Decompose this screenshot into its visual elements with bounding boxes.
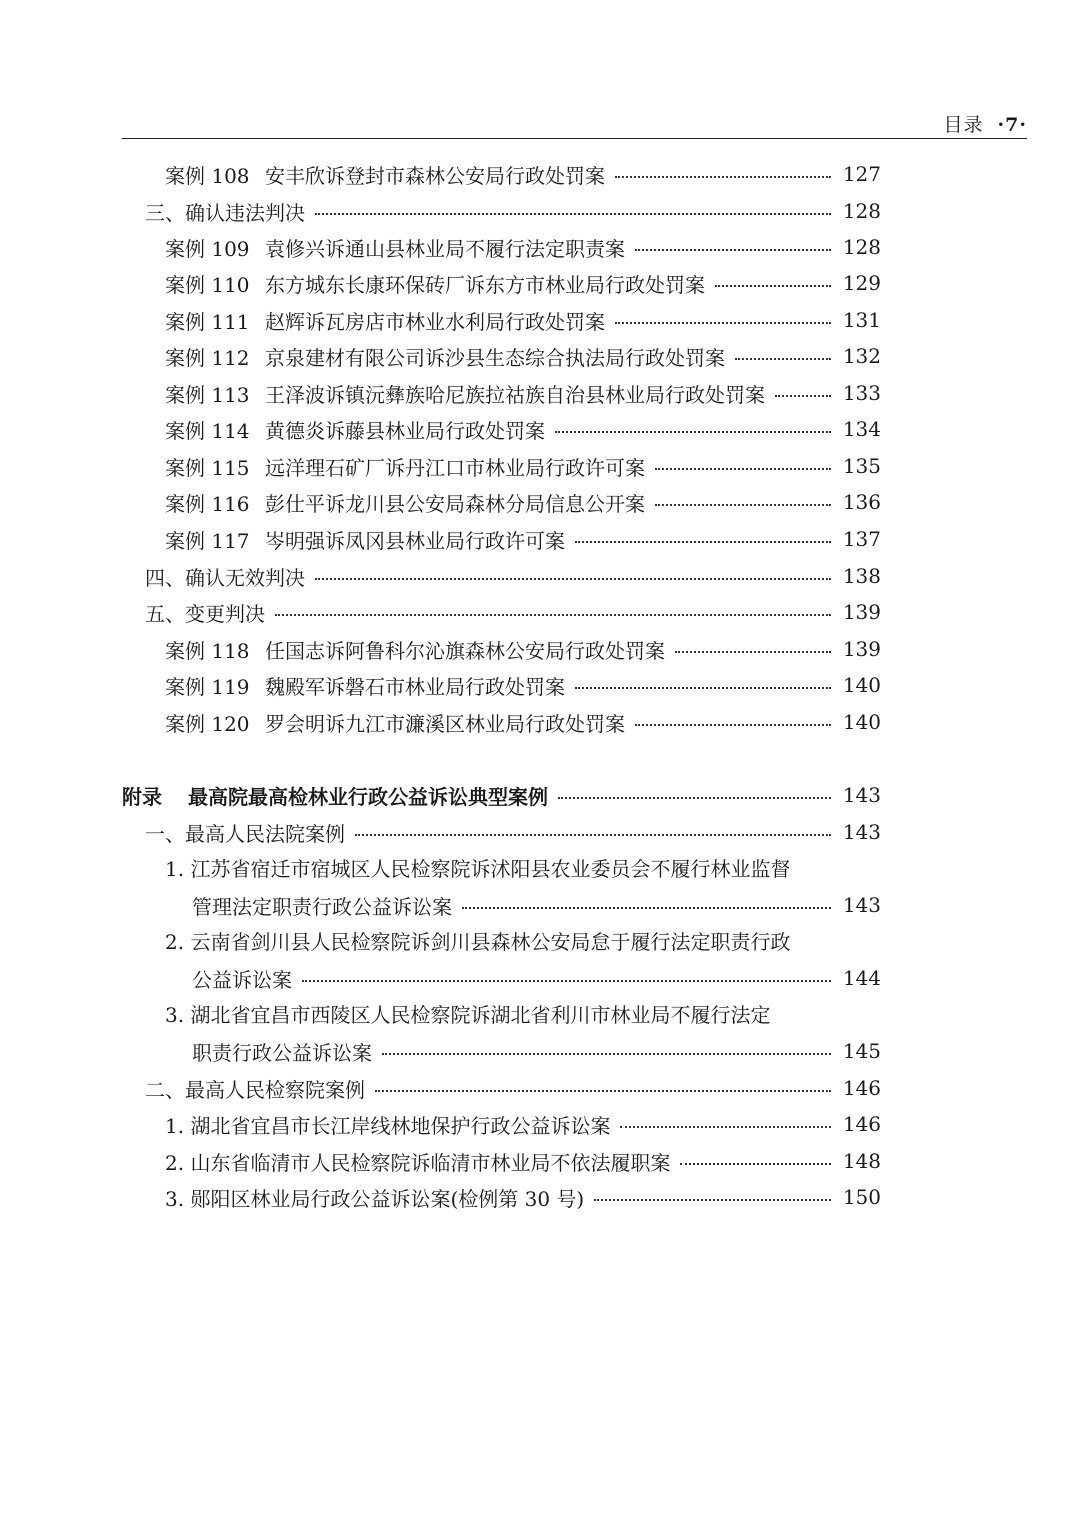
page-number: 133 [842, 381, 881, 405]
toc-appendix-part-2[interactable] [145, 1070, 881, 1106]
header-title: 目录 [943, 114, 984, 136]
dot-leader [715, 265, 831, 301]
page-number: 136 [842, 490, 881, 514]
case-title: 罗会明诉九江市濂溪区林业局行政处罚案 [265, 711, 625, 736]
case-number: 案例 114 [165, 418, 250, 443]
dot-leader [575, 667, 831, 703]
procuratorate-case-1[interactable] [165, 1106, 881, 1142]
toc-entry-case-115[interactable] [165, 448, 881, 484]
dot-leader [635, 704, 831, 740]
dot-leader [775, 375, 831, 411]
page-number: 143 [842, 820, 881, 844]
section-title: 二、最高人民检察院案例 [145, 1077, 365, 1102]
case-number: 案例 117 [165, 528, 250, 553]
case-number: 案例 120 [165, 711, 250, 736]
dot-leader [382, 1033, 831, 1069]
case-title: 京泉建材有限公司诉沙县生态综合执法局行政处罚案 [265, 345, 725, 370]
case-title: 2. 山东省临清市人民检察院诉临清市林业局不依法履职案 [165, 1150, 671, 1175]
case-title-continued: 职责行政公益诉讼案 [192, 1040, 372, 1065]
page-number: 131 [842, 308, 881, 332]
case-number: 案例 115 [165, 455, 250, 480]
dot-leader [615, 156, 831, 192]
page-number: 137 [842, 527, 881, 551]
case-number: 案例 109 [165, 236, 250, 261]
case-number: 案例 108 [165, 163, 250, 188]
page-number: 140 [842, 673, 881, 697]
case-number: 案例 116 [165, 491, 250, 516]
court-case-3-line-1[interactable]: 3. 湖北省宜昌市西陵区人民检察院诉湖北省利川市林业局不履行法定 [165, 1003, 771, 1027]
case-title-continued: 公益诉讼案 [192, 967, 292, 992]
page-number: 135 [842, 454, 881, 478]
page-number: 140 [842, 710, 881, 734]
toc-entry-case-120[interactable] [165, 704, 881, 740]
section-title: 五、变更判决 [145, 601, 265, 626]
page-number: 150 [842, 1185, 881, 1209]
dot-leader [675, 631, 831, 667]
appendix-title: 最高院最高检林业行政公益诉讼典型案例 [188, 784, 548, 809]
dot-leader [635, 229, 831, 265]
court-case-3-line-2[interactable] [192, 1033, 881, 1069]
dot-leader [302, 960, 831, 996]
case-title: 袁修兴诉通山县林业局不履行法定职责案 [265, 236, 625, 261]
page-number: 127 [842, 162, 881, 186]
case-title: 任国志诉阿鲁科尔沁旗森林公安局行政处罚案 [265, 638, 665, 663]
page-number: 134 [842, 417, 881, 441]
toc-section-3[interactable] [145, 193, 881, 229]
case-title: 东方城东长康环保砖厂诉东方市林业局行政处罚案 [265, 272, 705, 297]
dot-leader [594, 1179, 831, 1215]
case-number: 案例 113 [165, 382, 250, 407]
case-title: 王泽波诉镇沅彝族哈尼族拉祜族自治县林业局行政处罚案 [265, 382, 765, 407]
dot-leader [620, 1106, 831, 1142]
page-number: 144 [842, 966, 881, 990]
case-number: 案例 112 [165, 345, 250, 370]
court-case-2-line-1[interactable]: 2. 云南省剑川县人民检察院诉剑川县森林公安局怠于履行法定职责行政 [165, 930, 791, 954]
dot-leader [680, 1143, 831, 1179]
case-title-continued: 管理法定职责行政公益诉讼案 [192, 894, 452, 919]
case-title: 远洋理石矿厂诉丹江口市林业局行政许可案 [265, 455, 645, 480]
page-number: 145 [842, 1039, 881, 1063]
toc-appendix-part-1[interactable] [145, 814, 881, 850]
section-title: 三、确认违法判决 [145, 200, 305, 225]
running-header [122, 108, 1027, 139]
case-title: 赵辉诉瓦房店市林业水利局行政处罚案 [265, 309, 605, 334]
toc-entry-case-116[interactable] [165, 484, 881, 520]
case-number: 案例 110 [165, 272, 250, 297]
toc-section-4[interactable] [145, 558, 881, 594]
procuratorate-case-2[interactable] [165, 1143, 881, 1179]
procuratorate-case-3[interactable] [165, 1179, 881, 1215]
case-title: 岑明强诉凤冈县林业局行政许可案 [265, 528, 565, 553]
toc-entry-case-108[interactable] [165, 156, 881, 192]
case-title: 安丰欣诉登封市森林公安局行政处罚案 [265, 163, 605, 188]
court-case-1-line-2[interactable] [192, 887, 881, 923]
section-title: 一、最高人民法院案例 [145, 821, 345, 846]
court-case-2-line-2[interactable] [192, 960, 881, 996]
dot-leader [315, 193, 831, 229]
toc-entry-case-109[interactable] [165, 229, 881, 265]
toc-entry-case-114[interactable] [165, 411, 881, 447]
case-number: 案例 111 [165, 309, 250, 334]
case-title: 1. 湖北省宜昌市长江岸线林地保护行政公益诉讼案 [165, 1113, 611, 1138]
toc-entry-case-118[interactable] [165, 631, 881, 667]
dot-leader [462, 887, 831, 923]
case-title: 黄德炎诉藤县林业局行政处罚案 [265, 418, 545, 443]
toc-entry-case-119[interactable] [165, 667, 881, 703]
case-number: 案例 118 [165, 638, 250, 663]
dot-leader [615, 302, 831, 338]
page-number: 129 [842, 271, 881, 295]
header-text [944, 110, 1027, 137]
appendix-label: 附录 [122, 784, 162, 809]
case-title: 魏殿军诉磐石市林业局行政处罚案 [265, 674, 565, 699]
page-number: 143 [842, 893, 881, 917]
page-number: 139 [842, 637, 881, 661]
dot-leader [375, 1070, 831, 1106]
dot-leader [355, 814, 831, 850]
toc-entry-case-112[interactable] [165, 338, 881, 374]
case-title: 3. 郧阳区林业局行政公益诉讼案(检例第 30 号) [165, 1186, 585, 1211]
toc-entry-case-113[interactable] [165, 375, 881, 411]
page-number: 132 [842, 344, 881, 368]
page-number: 138 [842, 564, 881, 588]
dot-leader [275, 594, 831, 630]
toc-entry-case-111[interactable] [165, 302, 881, 338]
toc-appendix[interactable] [122, 777, 881, 813]
page-number: 146 [842, 1076, 881, 1100]
page-number: 146 [842, 1112, 881, 1136]
court-case-1-line-1[interactable]: 1. 江苏省宿迁市宿城区人民检察院诉沭阳县农业委员会不履行林业监督 [165, 857, 791, 881]
dot-leader [558, 777, 831, 813]
dot-leader [555, 411, 831, 447]
page-number: 128 [842, 235, 881, 259]
dot-leader [575, 521, 831, 557]
dot-leader [735, 338, 831, 374]
section-title: 四、确认无效判决 [145, 565, 305, 590]
header-page-number: ·7· [997, 114, 1027, 136]
page-number: 139 [842, 600, 881, 624]
dot-leader [655, 448, 831, 484]
case-title: 彭仕平诉龙川县公安局森林分局信息公开案 [265, 491, 645, 516]
toc-entry-case-110[interactable] [165, 265, 881, 301]
dot-leader [655, 484, 831, 520]
page-number: 143 [842, 783, 881, 807]
dot-leader [315, 558, 831, 594]
toc-entry-case-117[interactable] [165, 521, 881, 557]
case-number: 案例 119 [165, 674, 250, 699]
toc-section-5[interactable] [145, 594, 881, 630]
page-number: 148 [842, 1149, 881, 1173]
page-number: 128 [842, 199, 881, 223]
